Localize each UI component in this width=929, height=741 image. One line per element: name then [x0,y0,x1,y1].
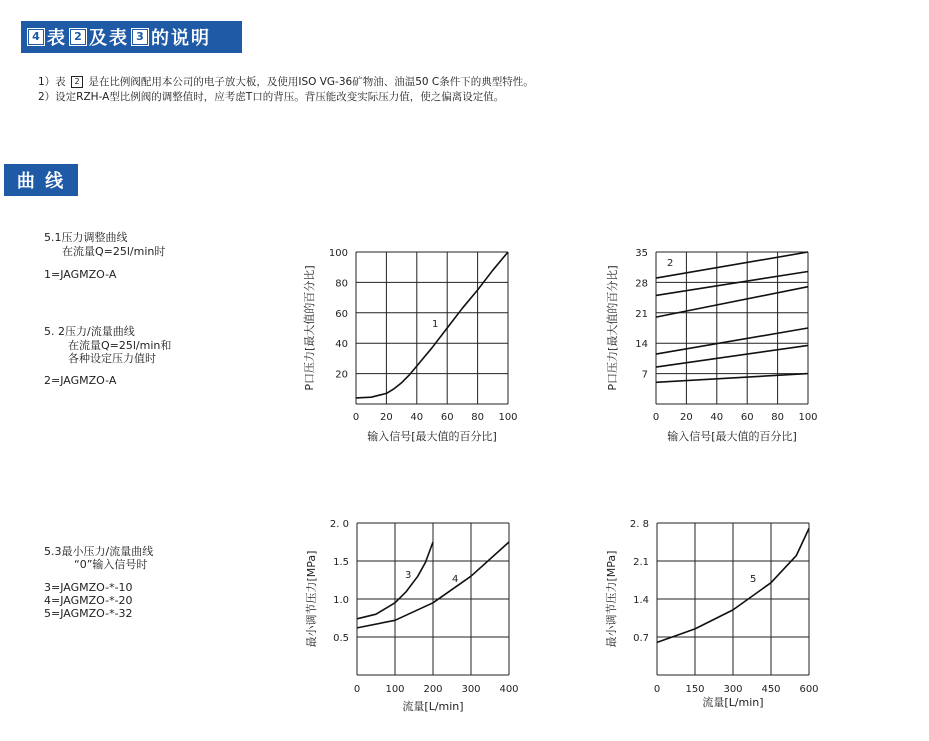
c4-y-tick-label: 0.7 [633,633,649,644]
c2-x-tick-label: 60 [740,412,754,423]
c2-x-tick-label: 100 [798,412,818,423]
desc-5-2-model: 2=JAGMZO-A [44,374,117,387]
c4-x-tick-label: 450 [761,684,781,695]
table-number-badge: 2 [70,29,86,45]
c4-y-axis-label: 最小调节压力[MPa] [605,550,618,648]
c2-x-tick-label: 0 [652,412,660,423]
c2-series-line-b [656,345,808,367]
c3-x-tick-label: 400 [499,684,519,695]
c4-series-label: 5 [750,574,757,585]
c2-x-axis-label: 输入信号[最大值的百分比] [667,430,797,443]
title-text: 表 [47,28,67,49]
c4-y-tick-label: 2.1 [633,557,649,568]
c3-y-tick-label: 1.5 [333,557,349,568]
c1-x-tick-label: 80 [471,412,484,423]
c4-x-axis-label: 流量[L/min] [702,696,764,709]
desc-5-1-title: 5.1压力调整曲线 [44,231,128,244]
c2-series-line-a [656,374,808,383]
c3-y-tick-label: 1.0 [333,595,349,606]
c2-y-tick-label: 28 [635,278,648,290]
desc-5-2-cond2: 各种设定压力值时 [68,352,156,365]
c2-series-line-f [656,252,808,278]
desc-5-3-model-3: 3=JAGMZO-*-10 [44,581,133,594]
c1-x-axis-label: 输入信号[最大值的百分比] [367,430,497,443]
c3-series-label: 3 [405,570,412,581]
desc-5-3-cond: “0”输入信号时 [74,558,148,571]
c2-x-tick-label: 20 [680,412,693,423]
c2-y-tick-label: 14 [635,339,648,351]
desc-5-3-model-4: 4=JAGMZO-*-20 [44,594,133,607]
c4-x-tick-label: 0 [653,684,661,695]
c3-y-tick-label: 2. 0 [329,519,349,530]
title-text: 的说明 [151,28,211,49]
c1-x-tick-label: 100 [498,412,518,423]
c3-x-tick-label: 300 [461,684,481,695]
note-2: 2）设定RZH-A型比例阀的调整值时，应考虑T口的背压。背压能改变实际压力值，使之偏离设定值。 [38,91,505,103]
title-text: 及表 [89,28,129,49]
c1-x-tick-label: 40 [410,412,424,423]
c1-series-label: 1 [432,319,439,330]
c3-x-tick-label: 100 [385,684,405,695]
c2-y-tick-label: 21 [635,308,648,320]
table-number-badge: 4 [28,29,44,45]
c1-y-axis-label: P口压力[最大值的百分比] [303,265,316,391]
c1-y-tick-label: 20 [335,369,348,381]
c3-y-axis-label: 最小调节压力[MPa] [305,550,318,648]
c2-chart-label: 2 [667,258,674,269]
c1-x-tick-label: 0 [352,412,360,423]
desc-5-1-cond: 在流量Q=25l/min时 [62,245,166,258]
table-ref-box: 2 [71,76,83,88]
note-1-prefix: 1）表 [38,76,66,88]
c2-y-tick-label: 7 [641,369,648,381]
c4-x-tick-label: 150 [685,684,705,695]
c2-x-tick-label: 80 [771,412,784,423]
table-number-badge: 3 [132,29,148,45]
desc-5-3-model-5: 5=JAGMZO-*-32 [44,607,133,620]
c2-y-tick-label: 35 [635,248,648,259]
c4-x-tick-label: 600 [799,684,819,695]
c4-y-tick-label: 2. 8 [629,519,649,530]
c3-y-tick-label: 0.5 [333,633,349,644]
c1-x-tick-label: 20 [380,412,393,423]
c3-x-tick-label: 0 [353,684,361,695]
desc-5-3-title: 5.3最小压力/流量曲线 [44,545,154,558]
c1-x-tick-label: 60 [440,412,454,423]
desc-5-1-model: 1=JAGMZO-A [44,268,117,281]
c1-y-tick-label: 60 [335,308,348,320]
c1-y-tick-label: 100 [328,248,348,259]
c2-series-line-c [656,328,808,354]
c1-y-tick-label: 40 [335,339,348,351]
c4-x-tick-label: 300 [723,684,743,695]
c4-y-tick-label: 1.4 [633,595,649,606]
c3-series-label: 4 [452,574,459,585]
c2-y-axis-label: P口压力[最大值的百分比] [606,265,619,391]
desc-5-2-title: 5. 2压力/流量曲线 [44,325,135,338]
desc-5-2-cond1: 在流量Q=25l/min和 [68,339,172,352]
c3-x-tick-label: 200 [423,684,443,695]
note-1-text: 是在比例阀配用本公司的电子放大板，及使用ISO VG-36矿物油、油温50 C条件下的典型特性。 [88,76,534,88]
c3-x-axis-label: 流量[L/min] [402,700,464,713]
c2-x-tick-label: 40 [710,412,724,423]
title-text: 曲 线 [16,171,66,192]
c1-y-tick-label: 80 [335,278,348,290]
